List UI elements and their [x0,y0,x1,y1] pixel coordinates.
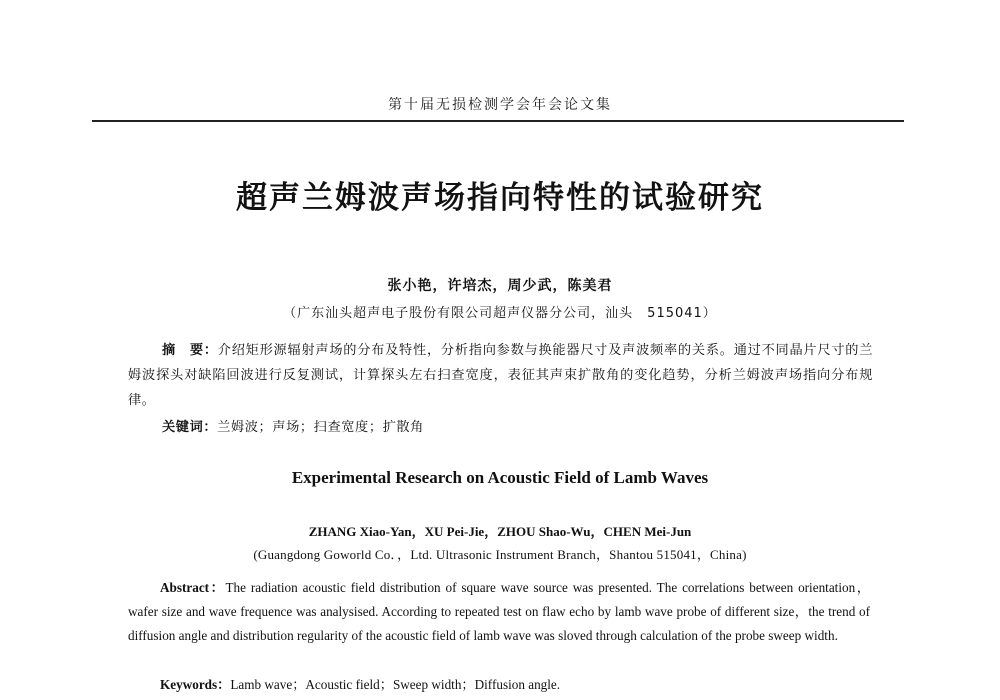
affiliation-cn: （广东汕头超声电子股份有限公司超声仪器分公司，汕头 515041） [283,306,717,321]
authors-en: ZHANG Xiao-Yan，XU Pei-Jie，ZHOU Shao-Wu，CHEN Mei-Jun [308,524,692,539]
paper-title-cn: 超声兰姆波声场指向特性的试验研究 [236,180,764,216]
keywords-cn-label: 关键词： [162,420,218,435]
abstract-cn-text: 介绍矩形源辐射声场的分布及特性，分析指向参数与换能器尺寸及声波频率的关系。通过不同晶片尺寸的兰姆波探头对缺陷回波进行反复测试，计算探头左右扫查宽度，表征其声束扩散角的变化趋势，分析兰姆波声场指向分布规律。 [128,343,873,408]
keywords-cn [162,416,862,435]
abstract-cn-label: 摘 要： [162,343,218,358]
abstract-en-label: Abstract： [160,580,226,595]
abstract-cn [128,338,873,413]
abstract-en [128,576,870,648]
keywords-en [160,674,860,693]
paper-title-en: Experimental Research on Acoustic Field of Lamb Waves [291,468,709,487]
keywords-cn-text: 兰姆波；声场；扫查宽度；扩散角 [217,420,424,435]
keywords-en-label: Keywords： [160,677,231,692]
header-rule [92,120,904,122]
affiliation-en: (Guangdong Goworld Co．，Ltd. Ultrasonic Instrument Branch，Shantou 515041，China) [253,547,747,562]
authors-cn: 张小艳，许培杰，周少武，陈美君 [387,278,613,294]
keywords-en-text: Lamb wave；Acoustic field；Sweep width；Diffusion angle. [230,677,561,692]
running-head: 第十届无损检测学会年会论文集 [388,97,612,113]
abstract-en-text: The radiation acoustic field distribution of square wave source was presented. The correlations between orientation，wafer size and wave frequence was analysised. According to repeated test on flaw echo by lamb wave probe of different size，the trend of diffusion angle and distribution regularity of the acoustic field of lamb wave was sloved through calculation of the probe sweep width. [128,580,870,643]
